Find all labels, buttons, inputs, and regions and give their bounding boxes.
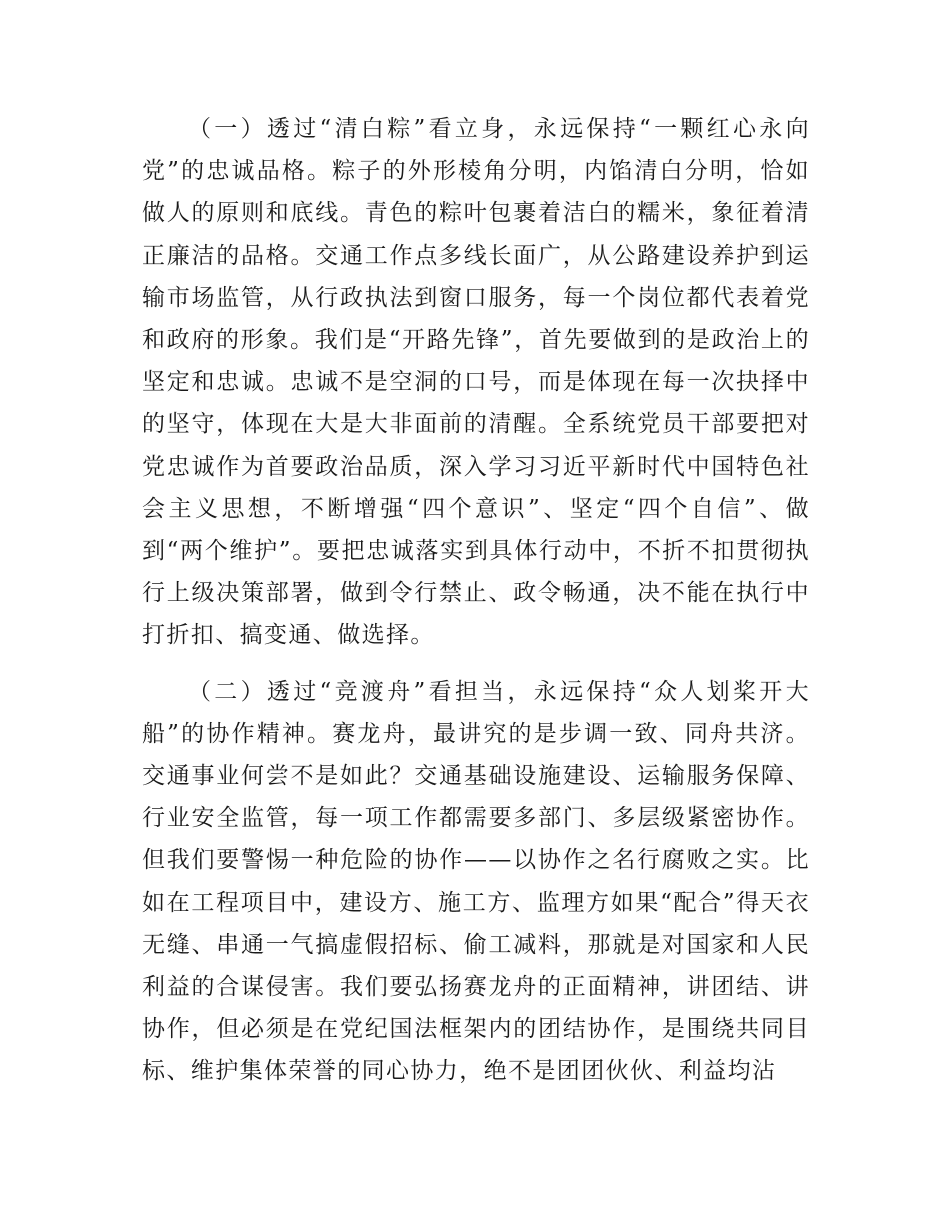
document-body bbox=[142, 108, 810, 1093]
paragraph-loyalty: （一）透过“清白粽”看立身，永远保持“一颗红心永向党”的忠诚品格。粽子的外形棱角分明，内馅清白分明，恰如做人的原则和底线。青色的粽叶包裹着洁白的糯米，象征着清正廉洁的品格。交通工作点多线长面广，从公路建设养护到运输市场监管，从行政执法到窗口服务，每一个岗位都代表着党和政府的形象。我们是“开路先锋”，首先要做到的是政治上的坚定和忠诚。忠诚不是空洞的口号，而是体现在每一次抉择中的坚守，体现在大是大非面前的清醒。全系统党员干部要把对党忠诚作为首要政治品质，深入学习习近平新时代中国特色社会主义思想，不断增强“四个意识”、坚定“四个自信”、做到“两个维护”。要把忠诚落实到具体行动中，不折不扣贯彻执行上级决策部署，做到令行禁止、政令畅通，决不能在执行中打折扣、搞变通、做选择。 bbox=[142, 116, 810, 649]
paragraph-cooperation: （二）透过“竞渡舟”看担当，永远保持“众人划桨开大船”的协作精神。赛龙舟，最讲究的是步调一致、同舟共济。交通事业何尝不是如此？交通基础设施建设、运输服务保障、行业安全监管，每一项工作都需要多部门、多层级紧密协作。但我们要警惕一种危险的协作——以协作之名行腐败之实。比如在工程项目中，建设方、施工方、监理方如果“配合”得天衣无缝、串通一气搞虚假招标、偷工减料，那就是对国家和人民利益的合谋侵害。我们要弘扬赛龙舟的正面精神，讲团结、讲协作，但必须是在党纪国法框架内的团结协作，是围绕共同目标、维护集体荣誉的同心协力，绝不是团团伙伙、利益均沾 bbox=[142, 678, 810, 1085]
